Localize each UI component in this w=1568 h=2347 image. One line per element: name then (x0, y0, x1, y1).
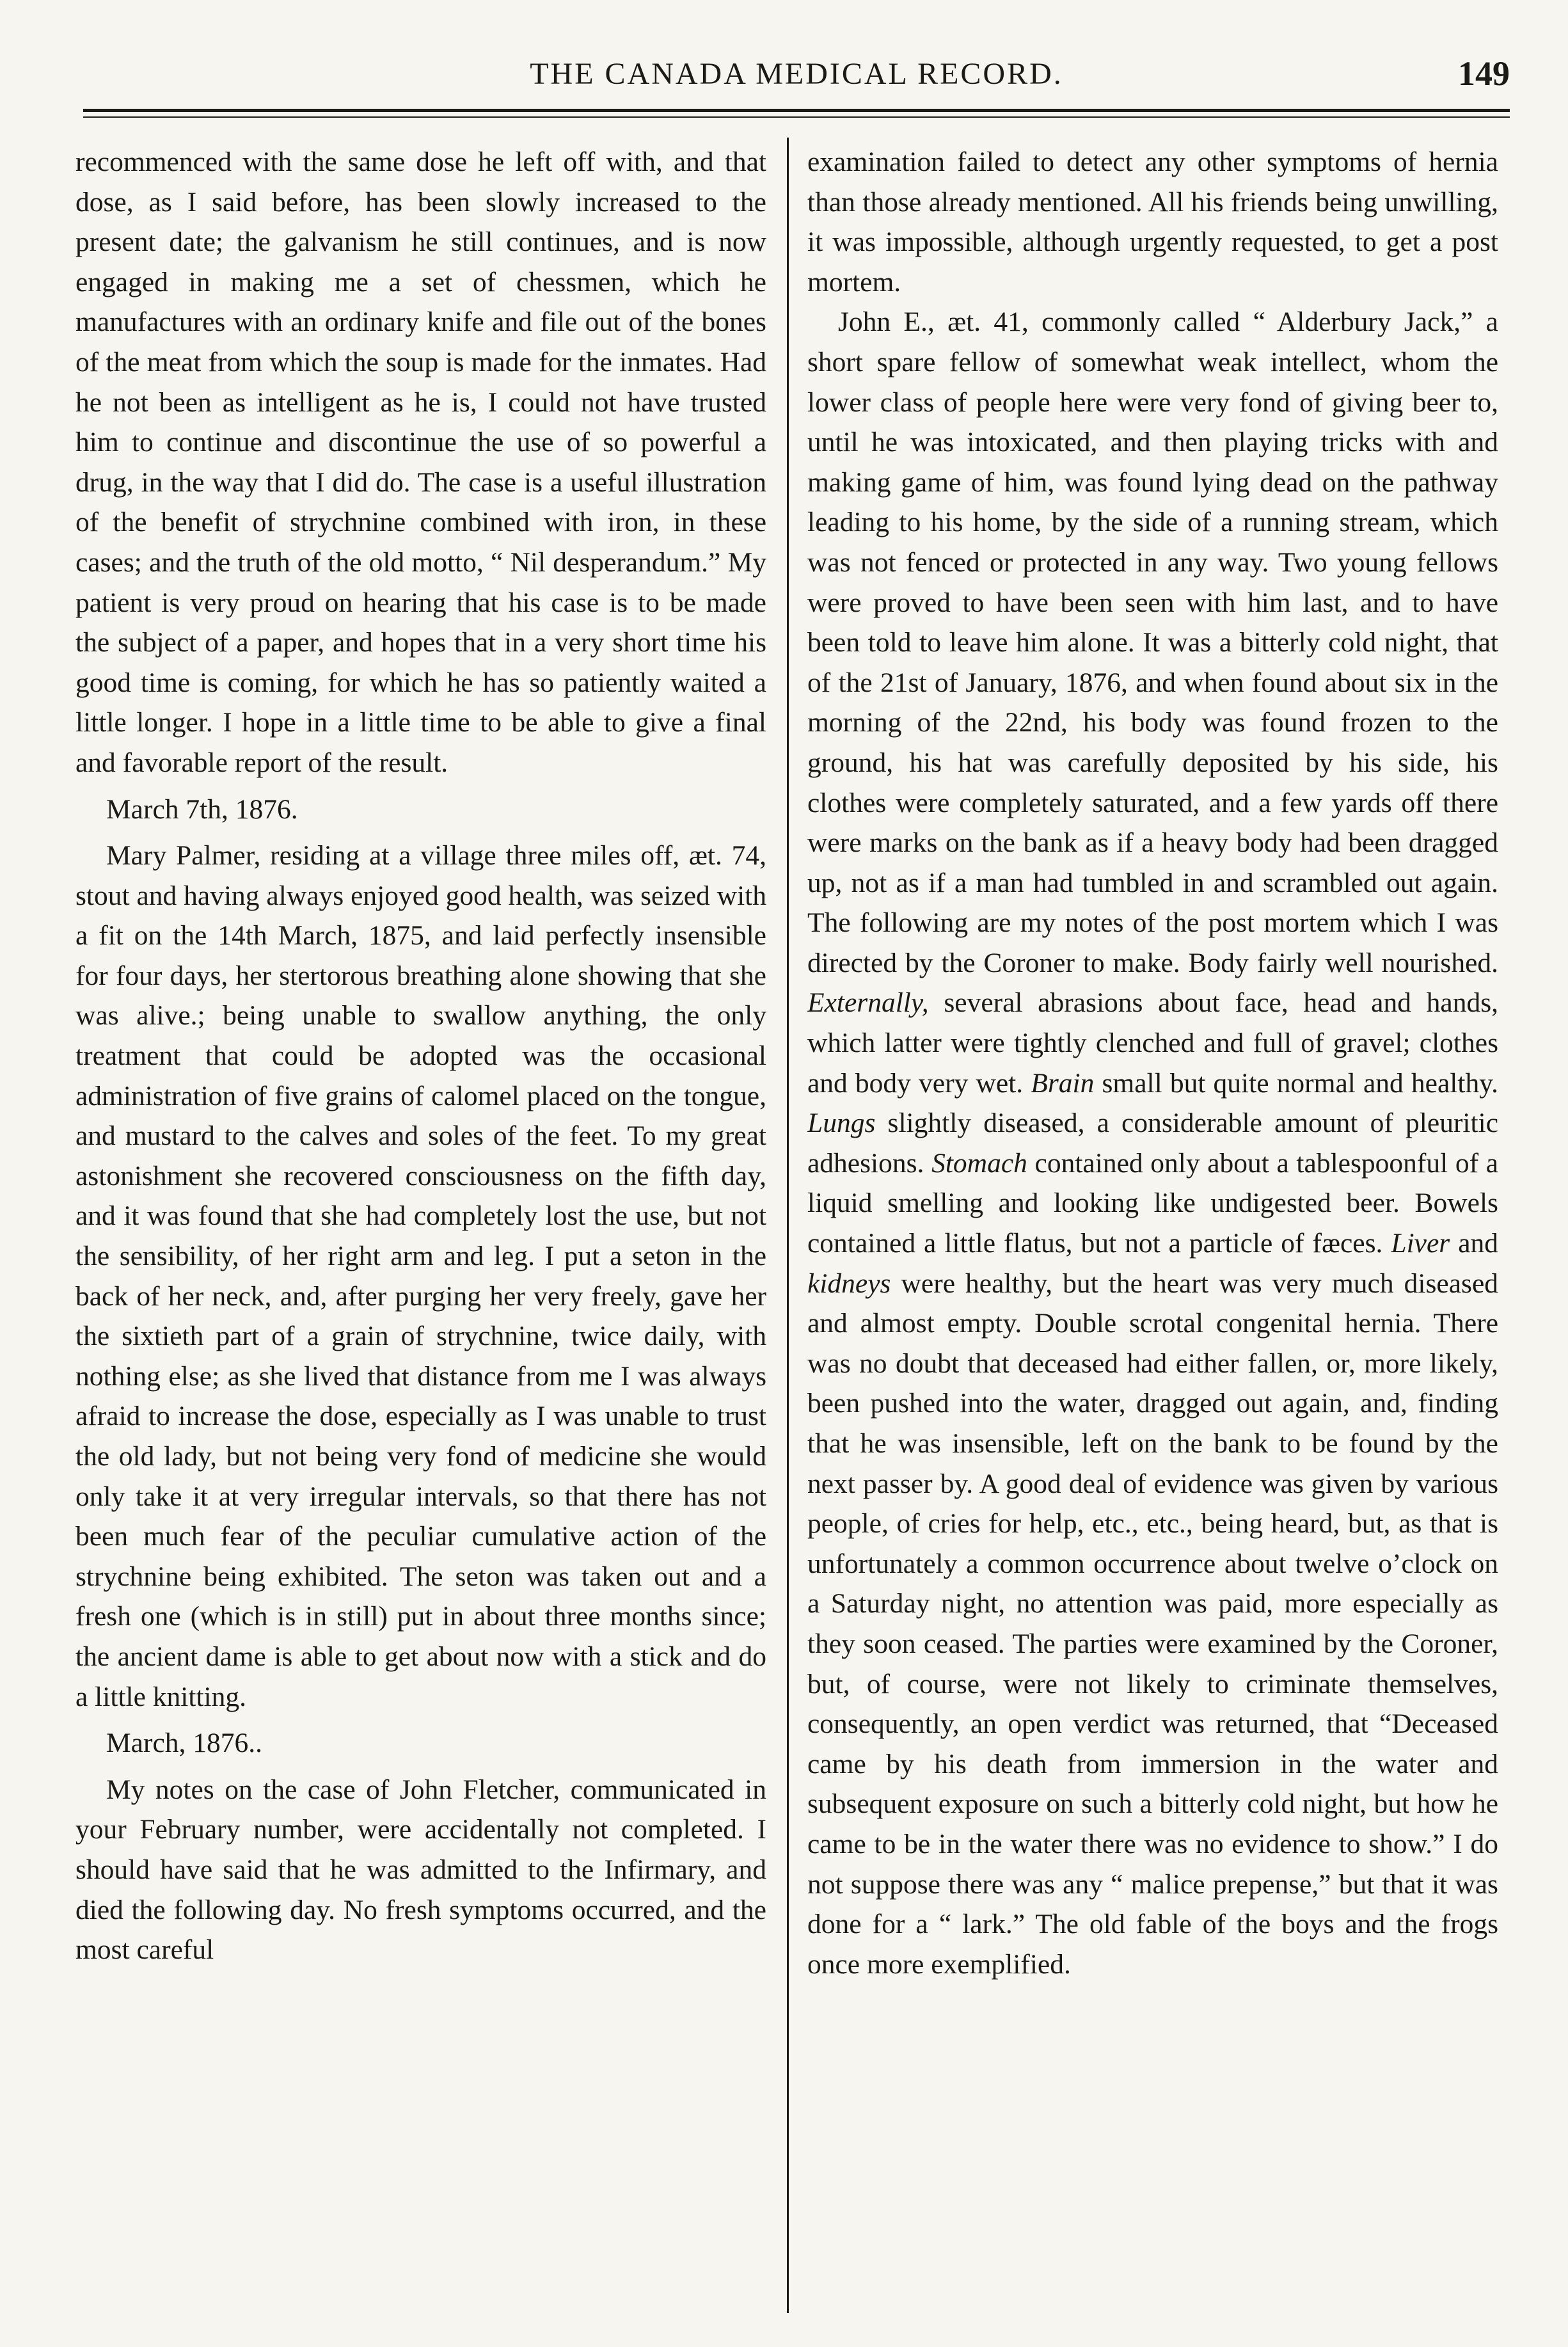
text-and: and (1458, 1228, 1498, 1259)
running-head: THE CANADA MEDICAL RECORD. (530, 57, 1063, 91)
column-divider (787, 138, 789, 2313)
text-lungs: slightly diseased, a considerable amount of pleuritic adhesions. (807, 1108, 1498, 1179)
header-rule-thick (83, 109, 1510, 112)
dateline-2: March, 1876.. (106, 1728, 263, 1759)
header-rule-thin (83, 116, 1510, 118)
label-lungs: Lungs (807, 1108, 876, 1139)
text-externally: several abrasions about face, head and hands, which latter were tightly clenched and full of gravel; clothes and body very wet. (807, 987, 1498, 1099)
dateline-1: March 7th, 1876. (106, 793, 298, 825)
paragraph-john-e (807, 302, 1498, 1984)
paragraph-fletcher-end: examination failed to detect any other symptoms of hernia than those already mentioned. All his friends being unwilling, it was impossible, although urgently requested, to get a post mortem. (807, 147, 1498, 298)
label-kidneys: kidneys (807, 1268, 891, 1299)
text-stomach: contained only about a tablespoonful of a liquid smelling and looking like undigested beer. Bowels contained a little flatus, but not a particle of fæces. (807, 1147, 1498, 1259)
left-column (75, 142, 766, 2330)
text-verdict: were healthy, but the heart was very much diseased and almost empty. Double scrotal congenital hernia. There was no doubt that deceased had either fallen, or, more likely, been pushed into the water, dragged out again, and, finding that he was insensible, left on the bank to be found by the next passer by. A good deal of evidence was given by various people, of cries for help, etc., etc., being heard, but, as that is unfortunately a common occurrence about twelve o’clock on a Saturday night, no attention was paid, more especially as they soon ceased. The parties were examined by the Coroner, but, of course, were not likely to criminate themselves, consequently, an open verdict was returned, that “Deceased came by his death from immersion in the water and subsequent exposure on such a bitterly cold night, but how he came to be in the water there was no evidence to show.” I do not suppose there was any “ malice prepense,” but that it was done for a “ lark.” The old fable of the boys and the frogs once more exemplified. (807, 1268, 1498, 1980)
page-header (83, 32, 1510, 102)
label-stomach: Stomach (931, 1147, 1027, 1179)
label-externally: Externally, (807, 987, 929, 1019)
text-brain: small but quite normal and healthy. (1102, 1067, 1498, 1099)
label-liver: Liver (1391, 1228, 1450, 1259)
label-brain: Brain (1031, 1067, 1095, 1099)
paragraph-john-fletcher: My notes on the case of John Fletcher, communicated in your February number, were accidentally not completed. I should have said that he was admitted to the Infirmary, and died the following day. No fresh symptoms occurred, and the most careful (75, 1774, 766, 1966)
paragraph-mary-palmer: Mary Palmer, residing at a village three miles off, æt. 74, stout and having always enjoyed good health, was seized with a fit on the 14th March, 1875, and laid perfectly insensible for four days, her stertorous breathing alone showing that she was alive.; being unable to swallow anything, the only treatment that could be adopted was the occasional administration of five grains of calomel placed on the tongue, and mustard to the calves and soles of the feet. To my great astonishment she recovered consciousness on the fifth day, and it was found that she had completely lost the use, but not the sensibility, of her right arm and leg. I put a seton in the back of her neck, and, after purging her very freely, gave her the sixtieth part of a grain of strychnine, twice daily, with nothing else; as she lived that distance from me I was always afraid to increase the dose, especially as I was unable to trust the old lady, but not being very fond of medicine she would only take it at very irregular intervals, so that there has not been much fear of the peculiar cumulative action of the strychnine being exhibited. The seton was taken out and a fresh one (which is in still) put in about three months since; the ancient dame is able to get about now with a stick and do a little knitting. (75, 840, 766, 1712)
paragraph-continued: recommenced with the same dose he left off with, and that dose, as I said before, has been slowly increased to the present date; the galvanism he still continues, and is now engaged in making me a set of chessmen, which he manufactures with an ordinary knife and file out of the bones of the meat from which the soup is made for the inmates. Had he not been as intelligent as he is, I could not have trusted him to continue and discontinue the use of so powerful a drug, in the way that I did do. The case is a useful illustration of the benefit of strychnine combined with iron, in these cases; and the truth of the old motto, “ Nil desperandum.” My patient is very proud on hearing that his case is to be made the subject of a paper, and hopes that in a very short time his good time is coming, for which he has so patiently waited a little longer. I hope in a little time to be able to give a final and favorable report of the result. (75, 147, 766, 778)
case-narrative: John E., æt. 41, commonly called “ Alderbury Jack,” a short spare fellow of somewhat weak intellect, whom the lower class of people here were very fond of giving beer to, until he was intoxicated, and then playing tricks with and making game of him, was found lying dead on the pathway leading to his home, by the side of a running stream, which was not fenced or protected in any way. Two young fellows were proved to have been seen with him last, and to have been told to leave him alone. It was a bitterly cold night, that of the 21st of January, 1876, and when found about six in the morning of the 22nd, his body was found frozen to the ground, his hat was carefully deposited by his side, his clothes were completely saturated, and a few yards off there were marks on the bank as if a heavy body had been dragged up, not as if a man had tumbled in and scrambled out again. The following are my notes of the post mortem which I was directed by the Coroner to make. Body fairly well nourished. (807, 306, 1498, 978)
right-column (807, 142, 1498, 2330)
page-number: 149 (1458, 54, 1510, 93)
